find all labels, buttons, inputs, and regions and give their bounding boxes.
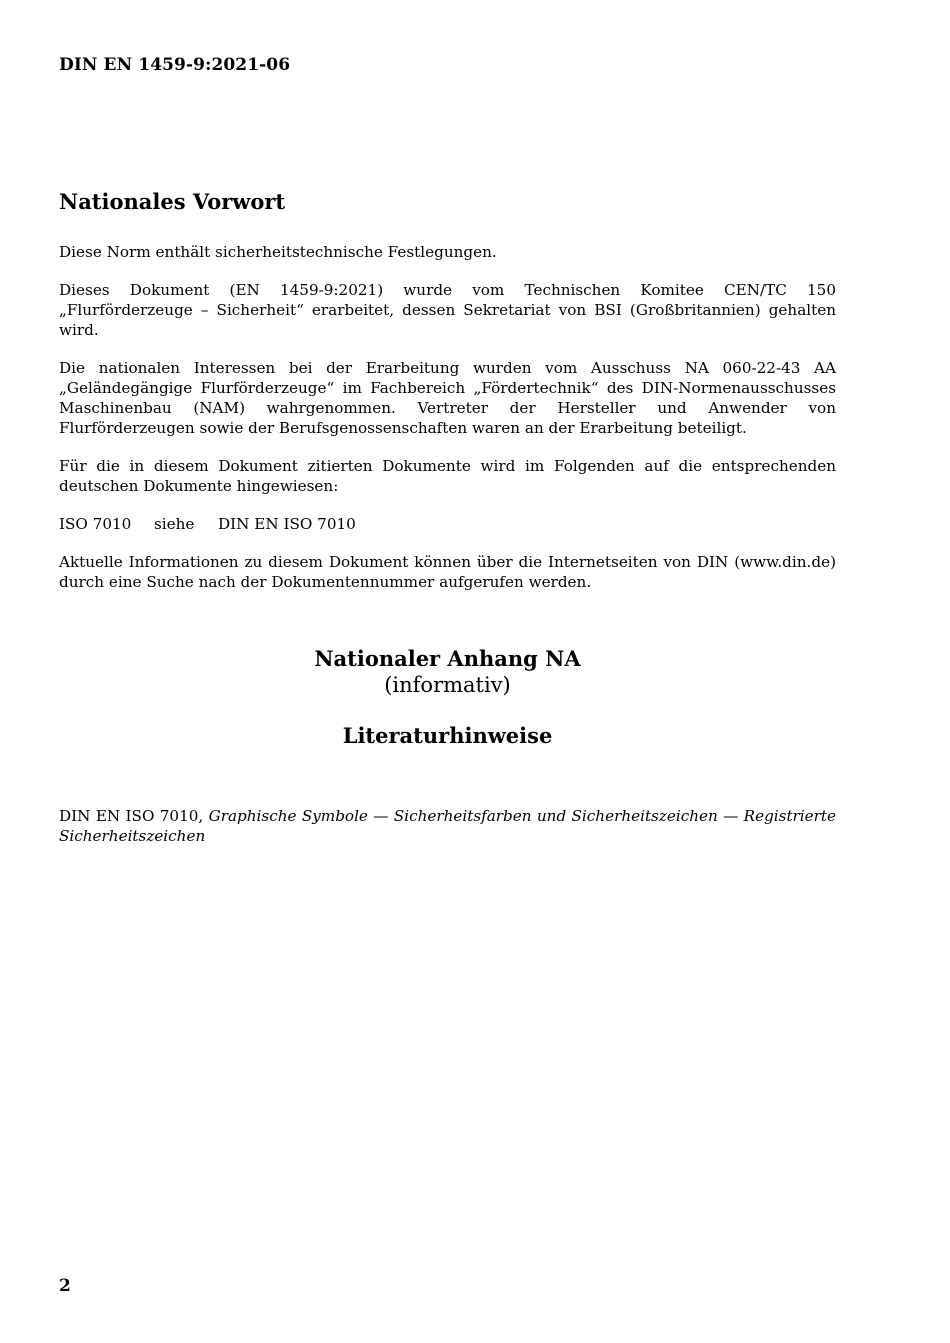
page-number: 2 — [59, 1276, 71, 1296]
annex-subtitle: (informativ) — [384, 673, 511, 697]
bibliography-ref: DIN EN ISO 7010, — [59, 807, 204, 825]
foreword-closing: Aktuelle Informationen zu diesem Dokument können über die Internetseiten von DIN (www.din.de) durch eine Suche nach der Dokumentennummer aufgerufen werden. — [59, 553, 836, 591]
document-id-header: DIN EN 1459-9:2021-06 — [59, 55, 291, 75]
foreword-paragraph-4: Für die in diesem Dokument zitierten Dokumente wird im Folgenden auf die entsprechenden deutschen Dokumente hingewiesen: — [59, 457, 836, 495]
reference-mapping-row — [59, 514, 836, 534]
foreword-title: Nationales Vorwort — [59, 189, 286, 214]
reference-target: DIN EN ISO 7010 — [218, 515, 356, 533]
bibliography-entry — [59, 806, 836, 846]
foreword-paragraph-1: Diese Norm enthält sicherheitstechnische Festlegungen. — [59, 243, 497, 261]
national-annex-heading — [59, 646, 836, 749]
reference-relation: siehe — [154, 515, 195, 533]
foreword-paragraph-2: Dieses Dokument (EN 1459-9:2021) wurde vom Technischen Komitee CEN/TC 150 „Flurförderzeuge – Sicherheit“ erarbeitet, dessen Sekretariat von BSI (Großbritannien) gehalten wird. — [59, 281, 836, 339]
annex-title: Nationaler Anhang NA — [314, 646, 581, 671]
reference-source: ISO 7010 — [59, 515, 132, 533]
national-foreword — [59, 188, 836, 610]
bibliography-title: Graphische Symbole — Sicherheitsfarben und Sicherheitszeichen — Registrierte Sicherheitszeichen — [59, 807, 836, 845]
literature-title: Literaturhinweise — [342, 723, 553, 748]
foreword-paragraph-3: Die nationalen Interessen bei der Erarbeitung wurden vom Ausschuss NA 060-22-43 AA „Geländegängige Flurförderzeuge“ im Fachbereich „Fördertechnik“ des DIN-Normenausschusses Maschinenbau (NAM) wahrgenommen. Vertreter der Hersteller und Anwender von Flurförderzeugen sowie der Berufsgenossenschaften waren an der Erarbeitung beteiligt. — [59, 359, 836, 437]
